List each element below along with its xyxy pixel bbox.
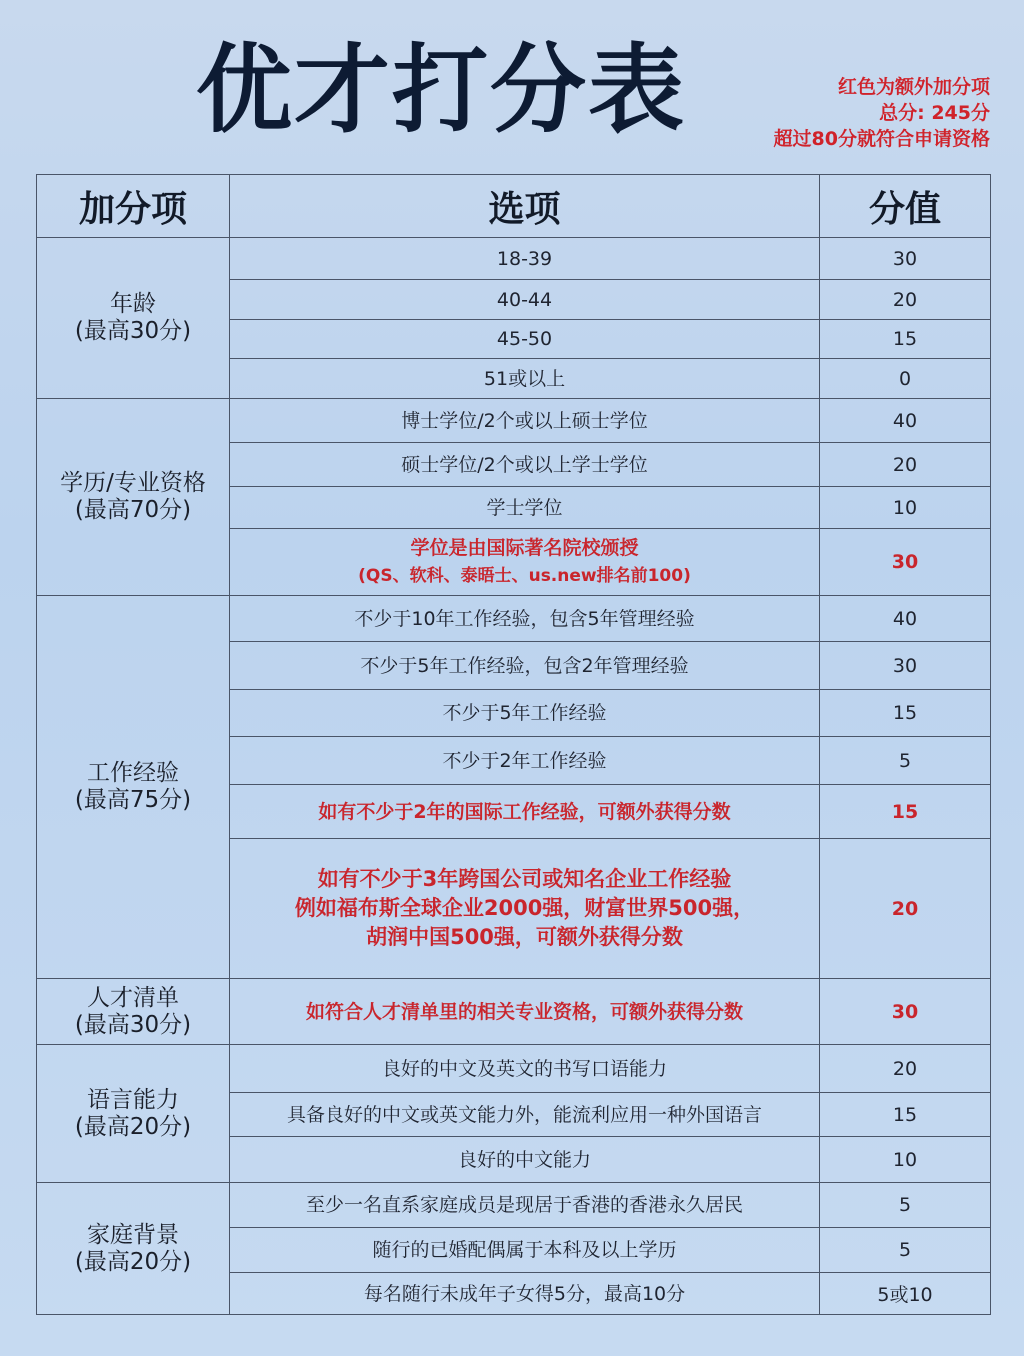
note-total-score: 总分: 245分: [879, 102, 990, 124]
value-cell-extra: 20: [820, 839, 991, 979]
value-cell: 30: [820, 642, 991, 690]
option-cell: 40-44: [230, 280, 820, 320]
score-table: [36, 174, 991, 1315]
option-cell: 硕士学位/2个或以上学士学位: [230, 443, 820, 487]
category-work: [37, 596, 230, 979]
score-notes: [774, 74, 990, 152]
category-family: [37, 1183, 230, 1315]
value-cell-extra: 30: [820, 979, 991, 1045]
value-cell: 5: [820, 1228, 991, 1273]
value-cell-extra: 30: [820, 529, 991, 596]
header-option: 选项: [230, 175, 820, 238]
option-cell-extra: 如符合人才清单里的相关专业资格，可额外获得分数: [230, 979, 820, 1045]
table-row: [37, 979, 991, 1045]
value-cell: 10: [820, 487, 991, 529]
option-cell-extra: [230, 529, 820, 596]
page-title: 优才打分表: [196, 34, 686, 146]
option-cell: 学士学位: [230, 487, 820, 529]
value-cell: 15: [820, 1093, 991, 1137]
category-name: 语言能力: [87, 1086, 179, 1113]
note-eligibility: 超过80分就符合申请资格: [773, 128, 990, 150]
category-name: 年龄: [110, 291, 156, 317]
extra-line: 胡润中国500强，可额外获得分数: [366, 925, 683, 949]
value-cell: 40: [820, 596, 991, 642]
value-cell: 15: [820, 320, 991, 359]
category-max: (最高20分): [74, 1248, 192, 1275]
category-max: (最高75分): [74, 787, 192, 813]
value-cell: 5或10: [820, 1273, 991, 1315]
table-row: [37, 1045, 991, 1093]
category-talent: [37, 979, 230, 1045]
header-value: 分值: [820, 175, 991, 238]
option-cell: 不少于2年工作经验: [230, 737, 820, 785]
option-cell-extra: [230, 839, 820, 979]
table-row: [37, 399, 991, 443]
option-cell: 至少一名直系家庭成员是现居于香港的香港永久居民: [230, 1183, 820, 1228]
option-cell: 良好的中文及英文的书写口语能力: [230, 1045, 820, 1093]
option-cell: 不少于5年工作经验，包含2年管理经验: [230, 642, 820, 690]
category-education: [37, 399, 230, 596]
value-cell: 20: [820, 443, 991, 487]
header-category: 加分项: [37, 175, 230, 238]
option-cell: 博士学位/2个或以上硕士学位: [230, 399, 820, 443]
value-cell: 5: [820, 737, 991, 785]
category-max: (最高70分): [74, 497, 192, 523]
option-cell: 随行的已婚配偶属于本科及以上学历: [230, 1228, 820, 1273]
category-name: 学历/专业资格: [60, 470, 206, 496]
extra-line: (QS、软科、泰晤士、us.new排名前100): [358, 566, 691, 586]
category-max: (最高20分): [74, 1113, 192, 1140]
table-row: [37, 1183, 991, 1228]
option-cell-extra: 如有不少于2年的国际工作经验，可额外获得分数: [230, 785, 820, 839]
value-cell: 5: [820, 1183, 991, 1228]
option-cell: 具备良好的中文或英文能力外，能流利应用一种外国语言: [230, 1093, 820, 1137]
note-extra-items: 红色为额外加分项: [837, 76, 990, 98]
option-cell: 不少于5年工作经验: [230, 690, 820, 737]
category-name: 家庭背景: [87, 1221, 179, 1248]
extra-line: 学位是由国际著名院校颁授: [410, 537, 639, 559]
extra-line: 如有不少于3年跨国公司或知名企业工作经验: [317, 867, 732, 891]
option-cell: 18-39: [230, 238, 820, 280]
table-header-row: [37, 175, 991, 238]
value-cell: 20: [820, 280, 991, 320]
value-cell: 0: [820, 359, 991, 399]
value-cell: 15: [820, 690, 991, 737]
option-cell: 每名随行未成年子女得5分，最高10分: [230, 1273, 820, 1315]
value-cell-extra: 15: [820, 785, 991, 839]
value-cell: 20: [820, 1045, 991, 1093]
option-cell: 良好的中文能力: [230, 1137, 820, 1183]
category-language: [37, 1045, 230, 1183]
category-name: 工作经验: [87, 760, 179, 786]
category-age: [37, 238, 230, 399]
option-cell: 45-50: [230, 320, 820, 359]
table-row: [37, 238, 991, 280]
extra-line: 例如福布斯全球企业2000强，财富世界500强，: [294, 896, 755, 920]
option-cell: 51或以上: [230, 359, 820, 399]
category-max: (最高30分): [74, 318, 192, 344]
value-cell: 10: [820, 1137, 991, 1183]
value-cell: 30: [820, 238, 991, 280]
option-cell: 不少于10年工作经验，包含5年管理经验: [230, 596, 820, 642]
category-max: (最高30分): [74, 1011, 192, 1038]
table-row: [37, 596, 991, 642]
category-name: 人才清单: [87, 984, 179, 1011]
value-cell: 40: [820, 399, 991, 443]
